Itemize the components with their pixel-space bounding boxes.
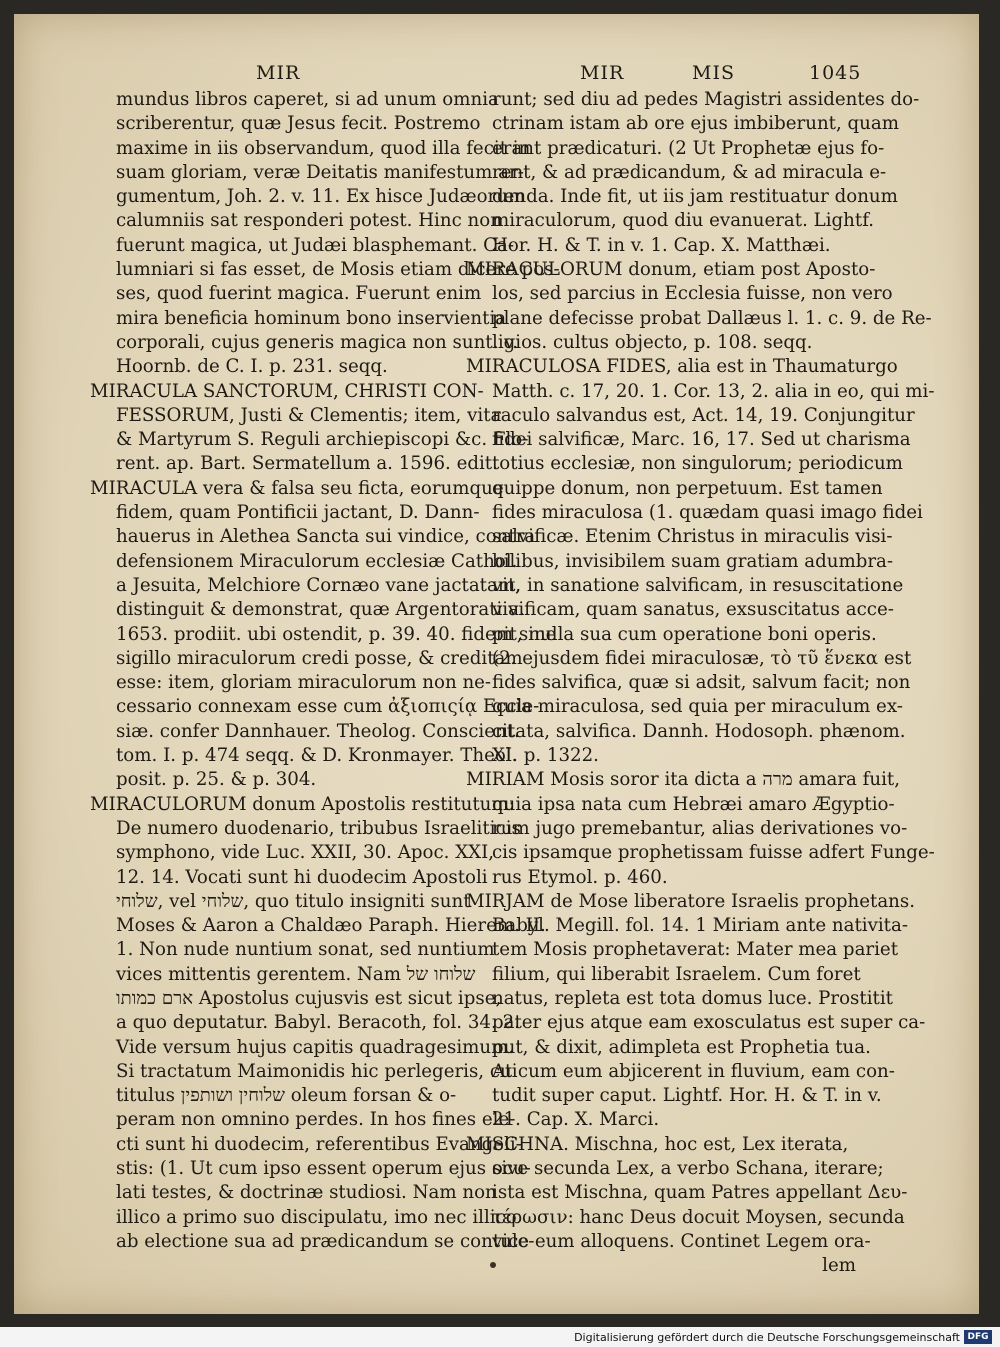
text-line: mundus libros caperet, si ad unum omnia [116, 89, 499, 110]
text-line: los, sed parcius in Ecclesia fuisse, non vero [492, 283, 893, 305]
text-line: illico a primo suo discipulatu, imo nec illico [116, 1206, 517, 1228]
text-line: De numero duodenario, tribubus Israeliticis [116, 817, 521, 839]
right-column [466, 88, 935, 1279]
text-line: Moses & Aaron a Chaldæo Paraph. Hierem. II. [116, 915, 546, 937]
text-line: put, & dixit, adimpleta est Prophetia tua. [492, 1036, 871, 1058]
text-line: peram non omnino perdes. In hos fines ele- [116, 1109, 516, 1131]
text-line: 12. 14. Vocati sunt hi duodecim Apostoli [116, 866, 488, 888]
text-line: τέρωσιν: hanc Deus docuit Moysen, secunda [492, 1206, 905, 1228]
text-line: fidem, quam Pontificii jactant, D. Dann- [116, 502, 480, 524]
book-page [14, 14, 979, 1314]
running-head-right-1: MIR [580, 62, 625, 84]
text-line: tom. I. p. 474 seqq. & D. Kronmayer. Theol. [116, 745, 518, 767]
running-head-left: MIR [256, 62, 301, 84]
text-line: vice eum alloquens. Continet Legem ora- [492, 1230, 871, 1252]
text-line: ab electione sua ad prædicandum se contule- [116, 1230, 535, 1252]
text-line: bilibus, invisibilem suam gratiam adumbra- [492, 550, 894, 572]
text-line: At cum eum abjicerent in fluvium, eam con- [492, 1060, 895, 1082]
text-line: corporali, cujus generis magica non sunt. v. [116, 331, 519, 353]
text-line: Babyl. Megill. fol. 14. 1 Miriam ante nativita- [492, 915, 908, 937]
text-line: quia miraculosa, sed quia per miraculum ex- [492, 696, 903, 718]
text-line: totius ecclesiæ, non singulorum; periodicum [492, 453, 903, 475]
text-line: Hoornb. de C. I. p. 231. seqq. [116, 356, 388, 378]
text-line: cis ipsamque prophetissam fuisse adfert Funge- [492, 842, 935, 864]
text-line: fuerunt magica, ut Judæi blasphemant. Ca- [116, 234, 515, 256]
text-line: vivificam, quam sanatus, exsuscitatus acce- [492, 599, 894, 621]
text-line: denda. Inde fit, ut iis jam restituatur donum [492, 186, 898, 208]
text-line: suam gloriam, veræ Deitatis manifestum ar- [116, 161, 524, 183]
text-line: pater ejus atque eam exosculatus est super ca- [492, 1012, 926, 1034]
text-line: tudit super caput. Lightf. Hor. H. & T. in v. [492, 1085, 882, 1107]
text-line: Vide versum hujus capitis quadragesimum. [116, 1036, 515, 1058]
text-line: salvificæ. Etenim Christus in miraculis visi- [492, 526, 893, 548]
text-line: MIRIAM Mosis soror ita dicta a מרה amara fuit, [466, 769, 900, 791]
text-line: esse: item, gloriam miraculorum non ne- [116, 672, 492, 694]
page-number: 1045 [809, 62, 862, 84]
text-line: pit, nulla sua cum operatione boni operis. [492, 623, 877, 645]
text-line: fidei salvificæ, Marc. 16, 17. Sed ut charisma [492, 429, 911, 451]
text-line: MIRACULORUM donum Apostolis restitutum: [90, 793, 515, 815]
text-line: MISCHNA. Mischna, hoc est, Lex iterata, [466, 1133, 849, 1155]
text-line: filium, qui liberabit Israelem. Cum foret [492, 963, 861, 985]
text-line: vit, in sanatione salvificam, in resuscitatione [492, 574, 904, 596]
text-line: distinguit & demonstrat, quæ Argentorati a. [116, 599, 525, 621]
text-line: (2. ejusdem fidei miraculosæ, τὸ τῦ ἕνεκα est [492, 647, 912, 669]
text-line: ses, quod fuerint magica. Fuerunt enim [116, 283, 482, 305]
text-line: ctrinam istam ab ore ejus imbiberunt, quam [492, 113, 899, 135]
text-line: quia ipsa nata cum Hebræi amaro Ægyptio- [492, 793, 895, 815]
text-line: rum jugo premebantur, alias derivationes vo- [492, 817, 908, 839]
text-line: scriberentur, quæ Jesus fecit. Postremo [116, 113, 481, 135]
text-line: שלוחי, vel שלוחי, quo titulo insigniti sunt [116, 890, 471, 912]
text-line: runt; sed diu ad pedes Magistri assidentes do- [492, 89, 920, 110]
text-line: hauerus in Alethea Sancta sui vindice, contra [116, 526, 536, 548]
text-line: MIRACULORUM donum, etiam post Aposto- [466, 259, 876, 281]
text-line: natus, repleta est tota domus luce. Prostitit [492, 987, 893, 1009]
text-line: MIRACULA vera & falsa seu ficta, eorumque [90, 477, 504, 499]
text-line: XI. p. 1322. [492, 745, 599, 767]
dfg-logo: DFG [964, 1330, 992, 1344]
text-line: sive secunda Lex, a verbo Schana, iterare; [492, 1158, 884, 1180]
text-line: siæ. confer Dannhauer. Theolog. Conscient. [116, 720, 520, 742]
text-line: fides salvifica, quæ si adsit, salvum facit; non [492, 672, 911, 694]
text-line: cessario connexam esse cum ἀξιοπιςίᾳ Eccle- [116, 696, 540, 718]
text-line: 1653. prodiit. ubi ostendit, p. 39. 40. fidem sine [116, 623, 557, 645]
text-line: rus Etymol. p. 460. [492, 866, 668, 888]
text-line: MIRACULOSA FIDES, alia est in Thaumaturgo [466, 356, 898, 378]
text-line: calumniis sat responderi potest. Hinc non [116, 210, 502, 232]
text-line: 1. Non nude nuntium sonat, sed nuntium [116, 939, 495, 961]
text-line: a Jesuita, Melchiore Cornæo vane jactatam, [116, 574, 521, 596]
text-line: gumentum, Joh. 2. v. 11. Ex hisce Judæorum [116, 186, 526, 208]
text-line: defensionem Miraculorum ecclesiæ Cathol. [116, 550, 518, 572]
text-line: lumniari si fas esset, de Mosis etiam dicere pos- [116, 259, 560, 281]
text-line: MIRACULA SANCTORUM, CHRISTI CON- [90, 380, 484, 402]
text-line: ארם כמותו Apostolus cujusvis est sicut ipse, [116, 987, 502, 1009]
text-line: a quo deputatur. Babyl. Beracoth, fol. 34. 2. [116, 1012, 520, 1034]
text-line: plane defecisse probat Dallæus l. 1. c. 9. de Re- [492, 307, 932, 329]
text-line: MIRJAM de Mose liberatore Israelis prophetans. [466, 890, 915, 912]
printer-ornament [490, 1262, 496, 1268]
text-line: posit. p. 25. & p. 304. [116, 769, 317, 791]
text-line: mira beneficia hominum bono inservientia [116, 307, 507, 329]
text-line: citata, salvifica. Dannh. Hodosoph. phænom. [492, 720, 906, 742]
text-line: rent. ap. Bart. Sermatellum a. 1596. edit. [116, 453, 498, 475]
text-line: miraculorum, quod diu evanuerat. Lightf. [492, 210, 875, 232]
text-line: & Martyrum S. Reguli archiepiscopi &c. Flo- [116, 429, 529, 451]
text-line: vices mittentis gerentem. Nam שלוחו של [116, 963, 476, 985]
digitization-footer [0, 1327, 1000, 1347]
footer-credit: Digitalisierung gefördert durch die Deutsche Forschungsgemeinschaft [574, 1331, 960, 1344]
text-line: stis: (1. Ut cum ipso essent operum ejus ocu- [116, 1158, 531, 1180]
text-line: cti sunt hi duodecim, referentibus Evangeli- [116, 1133, 522, 1155]
running-head-right-2: MIS [692, 62, 735, 84]
text-line: FESSORUM, Justi & Clementis; item, vita [116, 404, 502, 426]
text-line: rent, & ad prædicandum, & ad miracula e- [492, 161, 887, 183]
text-line: Si tractatum Maimonidis hic perlegeris, cui [116, 1060, 518, 1082]
text-line: Matth. c. 17, 20. 1. Cor. 13, 2. alia in eo, qui mi- [492, 380, 935, 402]
text-line: fides miraculosa (1. quædam quasi imago fidei [492, 502, 923, 524]
text-line: sigillo miraculorum credi posse, & creditam [116, 647, 523, 669]
text-line: tem Mosis prophetaverat: Mater mea pariet [492, 939, 899, 961]
text-line: ligios. cultus objecto, p. 108. seqq. [492, 331, 813, 353]
text-line: 21. Cap. X. Marci. [492, 1109, 660, 1131]
text-line: ista est Mischna, quam Patres appellant Δευ- [492, 1182, 908, 1204]
text-line: lem [822, 1255, 856, 1277]
text-line: lati testes, & doctrinæ studiosi. Nam non [116, 1182, 497, 1204]
text-line: symphono, vide Luc. XXII, 30. Apoc. XXI, [116, 842, 495, 864]
text-line: titulus שלוחין ושותפין oleum forsan & o- [116, 1085, 457, 1107]
text-line: raculo salvandus est, Act. 14, 19. Conjungitur [492, 404, 915, 426]
text-line: maxime in iis observandum, quod illa fecit in [116, 137, 531, 159]
text-line: Hor. H. & T. in v. 1. Cap. X. Matthæi. [492, 234, 831, 256]
text-line: quippe donum, non perpetuum. Est tamen [492, 477, 883, 499]
text-line: erant prædicaturi. (2 Ut Prophetæ ejus fo- [492, 137, 885, 159]
